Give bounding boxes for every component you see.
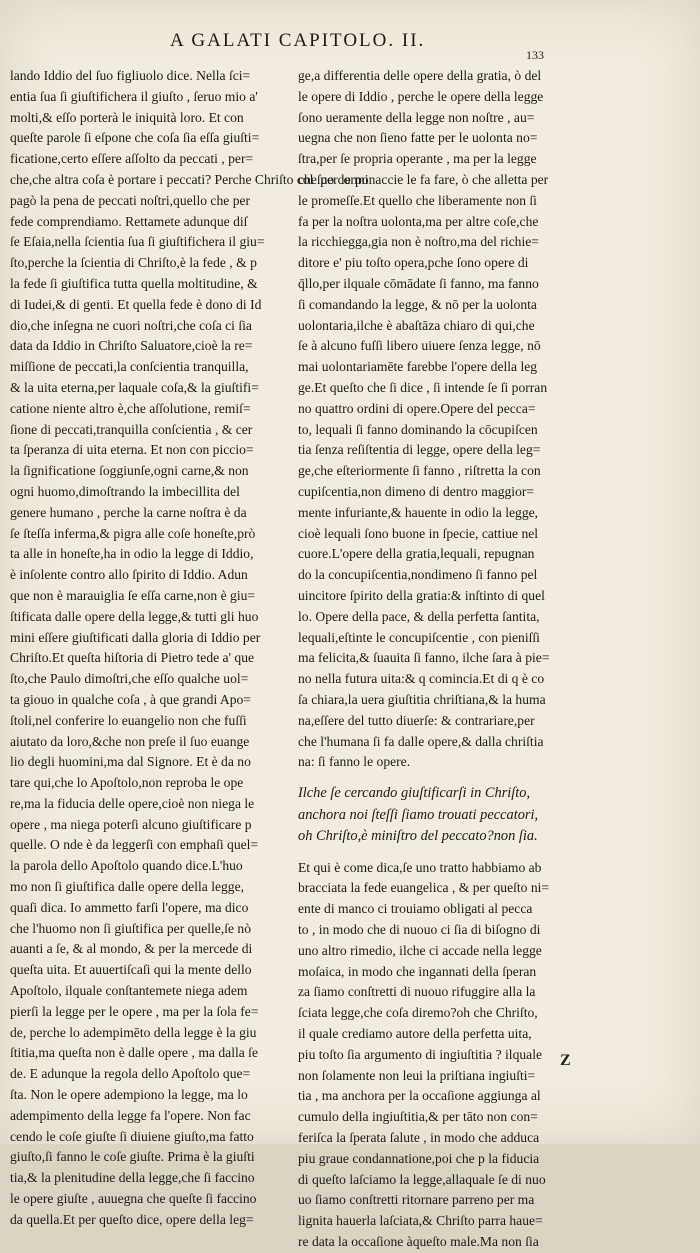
text-line: queſta uita. Et auuertiſcaſi qui la mente dello (10, 962, 252, 978)
text-line: na: ſi fanno le opere. (298, 754, 411, 770)
text-line: ſe à alcuno fuſſi libero uiuere ſenza legge, nō (298, 338, 541, 354)
text-line: la ſignificatione ſoggiunſe,ogni carne,& non (10, 463, 249, 479)
text-line: genere humano , perche la carne noſtra è da (10, 504, 247, 520)
text-line: il quale crediamo autore della perfetta uita, (298, 1025, 532, 1041)
text-line: opere , ma niega poterſi alcuno giuſtificare p (10, 816, 252, 832)
text-line: ogni huomo,dimoſtrando la imbecillita del (10, 483, 240, 499)
text-line: ſta. Non le opere adempiono la legge, ma lo (10, 1087, 248, 1103)
text-line: cupiſcentia,non dimeno di dentro maggior= (298, 483, 535, 499)
text-line: ta ſperanza di uita eterna. Et non con piccio= (10, 442, 254, 458)
text-line: la fede ſi giuſtifica tutta quella moltitudine, & (10, 275, 258, 291)
text-line: ſciata legge,che coſa diremo?oh che Chriſto, (298, 1005, 538, 1021)
text-line: ſto,che Paulo dimoſtri,che eſſo qualche uol= (10, 671, 249, 687)
text-line: de. E adunque la regola dello Apoſtolo que= (10, 1066, 251, 1082)
text-line: piu graue condannatione,poi che p la fiducia (298, 1150, 540, 1166)
text-line: mo non ſi giuſtifica dalle opere della legge, (10, 879, 245, 895)
text-line: pierſi la legge per le opere , ma per la ſola fe= (10, 1003, 259, 1019)
text-line: che l'humana ſi fa dalle opere,& dalla chriſtia (298, 733, 544, 749)
text-line: entia ſua ſi giuſtifichera il giuſto , ſeruo mio a' (10, 88, 258, 104)
text-line: pagò la pena de peccati noſtri,quello che per (10, 192, 251, 208)
text-line: ſto,perche la ſcientia di Chriſto,è la fede , & p (10, 255, 257, 271)
right-column (298, 66, 586, 1253)
text-line: & la uita eterna,per laquale coſa,& la giuſtifi= (10, 379, 259, 395)
text-line: la ricchiegga,gia non è noſtro,ma del richie= (298, 234, 539, 250)
text-line: q̄llo,per ilquale cōmādate ſi fanno, ma fanno (298, 275, 539, 291)
text-line: quaſi dica. Io ammetto farſi l'opere, ma dico (10, 899, 249, 915)
text-line: anchora noi ſteſſi ſiamo trouati peccatori, (298, 806, 539, 823)
text-line: ſtra,per ſe propria operante , ma per la legge (298, 151, 537, 167)
text-line: molti,& eſſo porterà le iniquità loro. Et con (10, 109, 244, 125)
text-line: moſaica, in modo che ingannati della ſperan (298, 963, 537, 979)
text-line: mai uolontariamēte farebbe l'opere della leg (298, 359, 538, 375)
text-line: auanti a ſe, & al mondo, & per la mercede di (10, 941, 253, 957)
text-line: de, perche lo adempimēto della legge è la giu (10, 1024, 257, 1040)
text-line: no quattro ordini di opere.Opere del pecca= (298, 400, 536, 416)
text-line: re,ma la fiducia delle opere,cioè non niega le (10, 795, 255, 811)
text-line: di queſto laſciamo la legge,allaquale ſe di nuo (298, 1171, 546, 1187)
text-line: data da Iddio in Chriſto Saluatore,cioè la re= (10, 338, 253, 354)
text-line: aiutato da loro,&che non preſe il ſuo euange (10, 733, 250, 749)
text-line: uegna che non ſieno fatte per le uolonta no= (298, 130, 538, 146)
text-line: bracciata la fede euangelica , & per queſto ni= (298, 880, 550, 896)
text-line: do la concupiſcentia,nondimeno ſi fanno pel (298, 567, 538, 583)
text-line: na,eſſere del tutto diuerſe: & contrariare,per (298, 712, 535, 728)
text-line: quelle. O nde è da leggerſi con emphaſi quel= (10, 837, 259, 853)
text-line: ficatione,certo eſſere aſſolto da peccati , per= (10, 151, 254, 167)
text-line: uolontaria,ilche è abaſtāza chiaro di qui,che (298, 317, 535, 333)
text-line: Apoſtolo, ilquale conſtantemete niega adem (10, 983, 248, 999)
text-line: ſe ſteſſa inferma,& pigra alle coſe honeſte,prò (10, 525, 256, 541)
text-line: piu toſto ſia argumento di ingiuſtitia ? ilquale (298, 1046, 543, 1062)
text-line: che per le minaccie le fa fare, ò che alletta per (298, 171, 549, 187)
text-line: lignita hauerla laſciata,& Chriſto parra haue= (298, 1213, 543, 1229)
text-line: re data la occaſione àqueſto male.Ma non ſia (298, 1233, 539, 1249)
text-line: ſtificata dalle opere della legge,& tutti gli huo (10, 608, 259, 624)
text-line: la parola dello Apoſtolo quando dice.L'huo (10, 858, 243, 874)
text-line: le opere di Iddio , perche le opere della legge (298, 88, 544, 104)
text-line: lo. Opere della pace, & della perfetta ſantita, (298, 608, 540, 624)
text-line: ſi comandando la legge, & nō per la uolonta (298, 296, 537, 312)
text-line: ge,a differentia delle opere della gratia, ò del (298, 68, 542, 83)
text-line: ge.Et queſto che ſi dice , ſi intende ſe ſi porran (298, 379, 548, 395)
text-line: cendo le coſe giuſte ſi diuiene giuſto,ma fatto (10, 1128, 254, 1144)
text-line: tia , ma anchora per la occaſione aggiunga al (298, 1088, 541, 1104)
text-line: che,che altra coſa è portare i peccati? Perche Chriſto col ſuo corpo (10, 171, 369, 187)
text-line: le opere giuſte , auuegna che queſte ſi faccino (10, 1191, 257, 1207)
text-line: queſte parole ſi eſpone che coſa ſia eſſa giuſti= (10, 130, 260, 146)
text-line: za ſiamo conſtretti di nuouo rifuggire alla la (298, 984, 536, 1000)
text-line: uno altro rimedio, ilche ci accade nella legge (298, 942, 542, 958)
text-line: cioè lequali ſono buone in ſpecie, cattiue nel (298, 525, 539, 541)
text-line: non ſolamente non leui la priſtiana ingiuſti= (298, 1067, 536, 1083)
right-column-scripture-quote (298, 783, 586, 848)
text-line: ſe Eſaia,nella ſcientia ſua ſi giuſtifichera il giu= (10, 234, 265, 250)
text-line: ta alle in honeſte,ha in odio la legge di Iddio, (10, 546, 254, 562)
text-line: to, lequali ſi fanno dominando la cōcupiſcen (298, 421, 538, 437)
text-line: lequali,eſtinte le concupiſcentie , con pieniſſi (298, 629, 540, 645)
text-line: mente infuriante,& hauente in odio la legge, (298, 504, 539, 520)
text-line: feriſca la ſperata ſalute , in modo che adduca (298, 1129, 540, 1145)
text-line: tia,& la plenitudine della legge,che ſi faccino (10, 1170, 255, 1186)
right-column-paragraph-2 (298, 858, 586, 1253)
signature-mark: Z (560, 1052, 571, 1069)
text-line: ge,che eſteriormente ſi fanno , riſtretta la con (298, 463, 541, 479)
text-line: Chriſto.Et queſta hiſtoria di Pietro tede a' que (10, 650, 255, 666)
text-line: giuſto,ſi fanno le coſe giuſte. Prima è la giuſti (10, 1149, 255, 1165)
text-line: ſa chiara,la uera giuſtitia chriſtiana,& la huma (298, 691, 546, 707)
text-line: tia ſenza reſiſtentia di legge, opere della leg= (298, 442, 541, 458)
folio-number: 133 (526, 48, 544, 62)
text-line: mini eſſere giuſtificati dalla gloria di Iddio per (10, 629, 261, 645)
text-line: lio degli huomini,ma dal Signore. Et è da no (10, 754, 251, 770)
text-line: miſſione de peccati,la conſcientia tranquilla, (10, 359, 249, 375)
text-line: dio,che inſegna ne cuori noſtri,che coſa ci ſia (10, 317, 252, 333)
text-line: Et qui è come dica,ſe uno tratto habbiamo ab (298, 859, 542, 875)
text-line: no nella futura uita:& q comincia.Et di q è co (298, 671, 545, 687)
text-line: ma felicita,& ſuauita ſi fanno, ilche ſara à pie= (298, 650, 550, 666)
text-line: di Iudei,& di genti. Et quella fede è dono di Id (10, 296, 262, 312)
text-line: ſione di peccati,tranquilla conſcientia , & cer (10, 421, 253, 437)
text-line: è inſolente contro allo ſpirito di Iddio. Adun (10, 567, 248, 583)
text-line: cuore.L'opere della gratia,lequali, repugnan (298, 546, 535, 562)
text-line: cumulo della ingiuſtitia,& per tāto non con= (298, 1109, 538, 1125)
text-line: uo ſiamo conſtretti ritornare parreno per ma (298, 1192, 535, 1208)
text-line: to , in modo che di nuouo ci ſia di biſogno di (298, 921, 541, 937)
text-line: lando Iddio del ſuo figliuolo dice. Nella ſci= (10, 68, 251, 83)
text-line: tare qui,che lo Apoſtolo,non reproba le ope (10, 775, 244, 791)
text-line: oh Chriſto,è miniſtro del peccato?non ſia. (298, 828, 538, 845)
text-line: que non è marauiglia ſe eſſa carne,non è giu= (10, 587, 256, 603)
text-line: ſtoli,nel conferire lo euangelio non che fuſſi (10, 712, 247, 728)
text-line: adempimento della legge fa l'opere. Non fac (10, 1107, 251, 1123)
text-line: fede comprendiamo. Rettamete adunque diſ (10, 213, 248, 229)
text-line: ta giouo in qualche coſa , à que grandi Apo= (10, 691, 251, 707)
text-line: ditore e' piu toſto opera,pche ſono opere di (298, 255, 529, 271)
text-line: ente di manco ci trouiamo obligati al pecca (298, 901, 533, 917)
text-line: catione niente altro è,che aſſolutione, remiſ= (10, 400, 251, 416)
text-line: le promeſſe.Et quello che liberamente non ſi (298, 192, 537, 208)
text-line: uincitore ſpirito della gratia:& inſtinto di quel (298, 587, 545, 603)
running-head: A GALATI CAPITOLO. II. (170, 30, 426, 51)
text-line: Ilche ſe cercando giuſtificarſi in Chriſto, (298, 785, 531, 802)
right-column-paragraph-1 (298, 66, 586, 773)
text-line: ſtitia,ma queſta non è dalle opere , ma dalla ſe (10, 1045, 258, 1061)
text-line: da quella.Et per queſto dice, opere della leg= (10, 1211, 254, 1227)
text-line: ſono ueramente della legge non noſtre , au= (298, 109, 535, 125)
text-line: fa per la noſtra uolonta,ma per altre coſe,che (298, 213, 539, 229)
text-line: che l'huomo non ſi giuſtifica per quelle,ſe nò (10, 920, 252, 936)
